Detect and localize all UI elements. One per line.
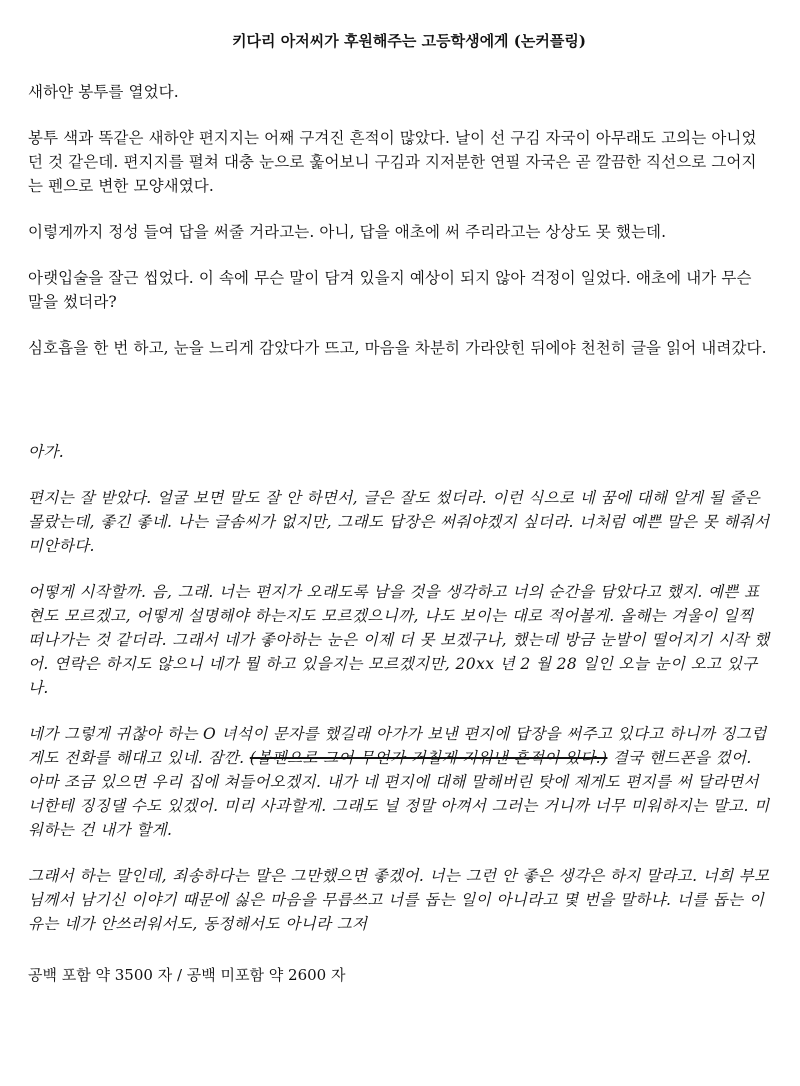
struck-through-note: (볼펜으로 그어 무언가 거칠게 지워낸 흔적이 있다.) bbox=[249, 749, 608, 767]
intro-paragraph-3: 이렇게까지 정성 들여 답을 써줄 거라고는. 아니, 답을 애초에 써 주리라고는 상상도 못 했는데. bbox=[28, 223, 667, 241]
letter-paragraph-3-before: 네가 그렇게 귀찮아 하는 O 녀석이 문자를 했길래 아가가 보낸 편지에 답장을 써주고 있다고 하니까 징그럽게도 전화를 해대고 있네. 잠깐. bbox=[28, 725, 767, 767]
letter-paragraph-2: 어떻게 시작할까. 음, 그래. 너는 편지가 오래도록 남을 것을 생각하고 너의 순간을 담았다고 했지. 예쁜 표현도 모르겠고, 어떻게 설명해야 하는지도 모르겠으니까, 나도 보이는 대로 적어볼게. 올해는 겨울이 일찍 떠나가는 것 같더라. 그래서 네가 좋아하는 눈은 이제 더 못 보겠구나, 했는데 방금 눈발이 떨어지기 시작 했어. 연락은 하지도 않으니 네가 뭘 하고 있을지는 모르겠지만, 20xx 년 2 월 28 일인 오늘 눈이 오고 있구나. bbox=[28, 583, 770, 697]
intro-paragraph-1: 새하얀 봉투를 열었다. bbox=[28, 83, 179, 101]
intro-paragraph-5: 심호흡을 한 번 하고, 눈을 느리게 감았다가 뜨고, 마음을 차분히 가라앉힌 뒤에야 천천히 글을 읽어 내려갔다. bbox=[28, 339, 767, 357]
section-spacer bbox=[28, 382, 770, 440]
document-title: 키다리 아저씨가 후원해주는 고등학생에게 (논커플링) bbox=[232, 32, 586, 50]
intro-section bbox=[28, 80, 770, 360]
letter-paragraph-3 bbox=[28, 722, 770, 842]
letter-greeting: 아가. bbox=[28, 443, 65, 461]
letter-paragraph-4: 그래서 하는 말인데, 죄송하다는 말은 그만했으면 좋겠어. 너는 그런 안 좋은 생각은 하지 말라고. 너희 부모님께서 남기신 이야기 때문에 싫은 마음을 무릅쓰고 너를 돕는 일이 아니라고 몇 번을 말하냐. 너를 돕는 이유는 네가 안쓰러워서도, 동정해서도 아니라 그저 bbox=[28, 867, 770, 933]
letter-paragraph-1: 편지는 잘 받았다. 얼굴 보면 말도 잘 안 하면서, 글은 잘도 썼더라. 이런 식으로 네 꿈에 대해 알게 될 줄은 몰랐는데, 좋긴 좋네. 나는 글솜씨가 없지만, 그래도 답장은 써줘야겠지 싶더라. 너처럼 예쁜 말은 못 해줘서 미안하다. bbox=[28, 489, 770, 555]
intro-paragraph-4: 아랫입술을 잘근 씹었다. 이 속에 무슨 말이 담겨 있을지 예상이 되지 않아 걱정이 일었다. 애초에 내가 무슨 말을 썼더라? bbox=[28, 269, 752, 311]
letter-section bbox=[28, 440, 770, 936]
character-count: 공백 포함 약 3500 자 / 공백 미포함 약 2600 자 bbox=[28, 966, 346, 984]
letter-paragraph-3-after: 결국 핸드폰을 껐어. 아마 조금 있으면 우리 집에 쳐들어오겠지. 내가 네 편지에 대해 말해버린 탓에 제게도 편지를 써 달라면서 너한테 징징댈 수도 있겠어. 미리 사과할게. 그래도 널 정말 아껴서 그러는 거니까 너무 미워하지는 말고. 미워하는 건 내가 할게. bbox=[28, 749, 770, 839]
intro-paragraph-2: 봉투 색과 똑같은 새하얀 편지지는 어째 구겨진 흔적이 많았다. 날이 선 구김 자국이 아무래도 고의는 아니었던 것 같은데. 편지지를 펼쳐 대충 눈으로 훑어보니 구김과 지저분한 연필 자국은 곧 깔끔한 직선으로 그어지는 펜으로 변한 모양새였다. bbox=[28, 129, 757, 195]
